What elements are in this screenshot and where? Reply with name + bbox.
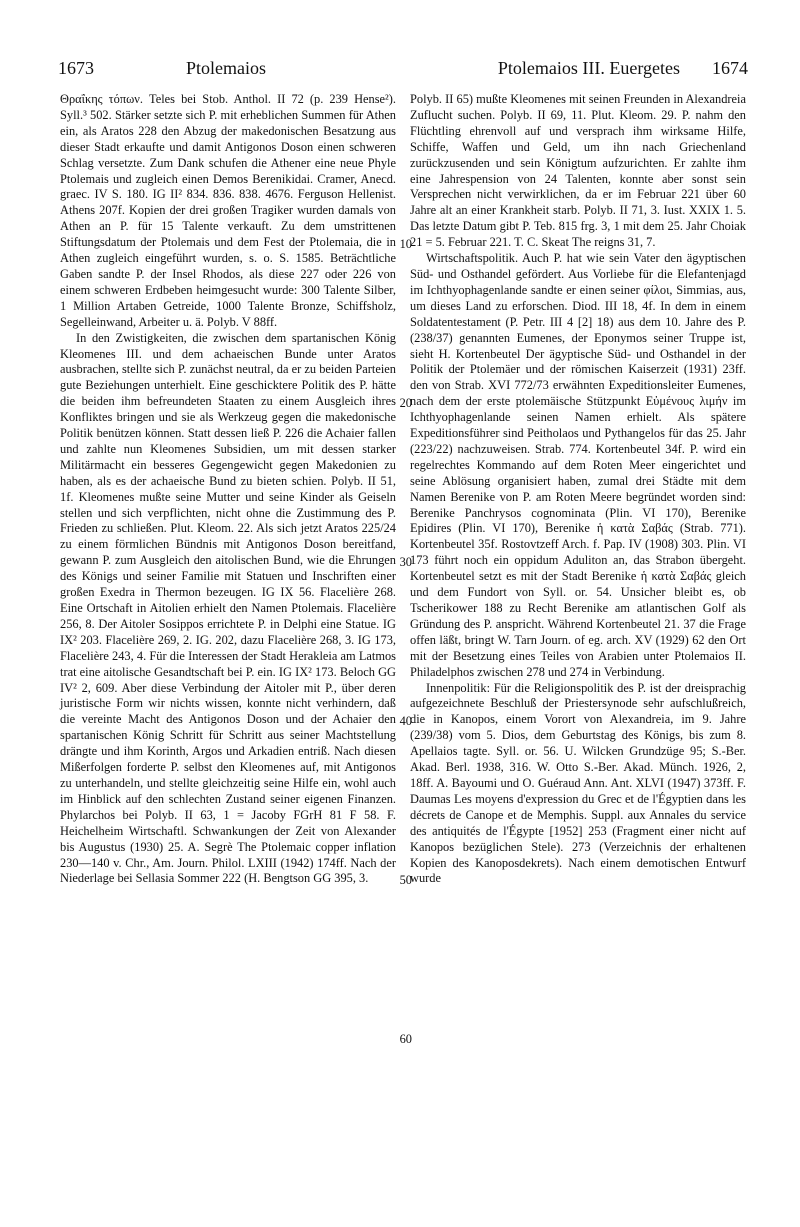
line-number-60: 60 [399,1032,412,1046]
left-column [60,92,396,887]
page-number-left: 1673 [58,58,94,78]
right-paragraph-3: Innenpolitik: Für die Religionspolitik des P. ist der dreisprachig aufgezeichnete Beschluß der Priestersynode sehr aufschlußreich, die in Kanopos, einem Vorort von Alexandreia, im 9. Jahre (239/38) vom 5. Dios, dem Geburtstag des Königs, bis zum 8. Apellaios tagte. Syll. or. 56. U. Wilcken Grundzüge 95; S.-Ber. Akad. Berl. 1938, 316. W. Otto S.-Ber. Akad. Münch. 1926, 2, 18ff. A. Bayoumi und O. Guéraud Ann. Ant. XLVI (1947) 373ff. F. Daumas Les moyens d'expression du Grec et de l'Égyptien dans les décrets de Canope et de Memphis. Suppl. aux Annales du service des antiquités de l'Égypte [1952] 253 (Fragment einer nicht auf Kanopos bezüglichen Stele). 273 (Verzeichnis der erhaltenen Kopien des Kanoposdekrets). Nach einem demotischen Entwurf wurde [410,680,746,886]
right-column [410,92,746,887]
right-paragraph-1: Polyb. II 65) mußte Kleomenes mit seinen Freunden in Alexandreia Zuflucht suchen. Polyb. II 69, 11. Plut. Kleom. 29. P. nahm den Flüchtling ehrenvoll auf und versprach ihm wirksame Hilfe, Schiffe, Waffen und Geld, um ihn nach Griechenland zurückzusenden und sein Königtum aufzurichten. Er zahlte ihm eine Jahrespension von 24 Talenten, konnte aber sonst sein Versprechen nicht verwirklichen, da er im Februar 221 über 60 Jahre alt an einer Krankheit starb. Polyb. II 71, 3. Iust. XXIX 1. 5. Das letzte Datum gibt P. Teb. 815 frg. 3, 1 mit dem 25. Jahr Choiak 21 = 5. Februar 221. T. C. Skeat The reigns 31, 7. [410,92,746,250]
left-paragraph-2: In den Zwistigkeiten, die zwischen dem spartanischen König Kleomenes III. und dem achaeischen Bunde unter Aratos ausbrachen, stellte sich P. zunächst neutral, da er zu beiden Parteien gute Beziehungen unterhielt. Eine geschicktere Politik des P. hätte die beiden ihm befreundeten Staaten zu einem Ausgleich ihres Konfliktes bringen und sie als Werkzeug gegen die makedonische Politik benützen können. Statt dessen ließ P. 226 die Achaier fallen und zahlte nun Kleomenes Subsidien, um mit dessen starker Militärmacht ein besseres Gegengewicht gegen Makedonien zu haben, als es der achaeische Bund zu bieten schien. Polyb. II 51, 1f. Kleomenes mußte seine Mutter und seine Kinder als Geiseln stellen und sich verpflichten, nicht ohne die Zustimmung des P. Frieden zu schließen. Plut. Kleom. 22. Als sich jetzt Aratos 225/24 zu einem förmlichen Bündnis mit Antigonos Doson bereitfand, gewann P. zum Ausgleich den aitolischen Bund, wie die Ehrungen des Königs und seiner Familie mit Statuen und Inschriften einer großen Exedra in Thermon bezeugen. IG IX 56. Flacelière 268. Eine Ortschaft in Aitolien erhielt den Namen Ptolemais. Flacelière 256, 8. Der Aitoler Sosippos errichtete P. in Delphi eine Statue. IG IX² 203. Flacelière 269, 2. IG. 202, dazu Flacelière 268, 3. IG 173, Flacelière 243, 4. Für die Interessen der Stadt Herakleia am Latmos trat eine aitolische Gesandtschaft bei P. ein. IG IX² 173. Beloch GG IV² 2, 609. Aber diese Verbindung der Aitoler mit P., über deren juristische Form wir nichts wissen, konnte nicht verhindern, daß die vereinte Macht des Antigonos Doson und der Achaier den spartanischen König Schritt für Schritt aus seiner Machtstellung drängte und ihm Korinth, Argos und Arkadien entriß. Nach diesen Mißerfolgen forderte P. selbst den Kleomenes auf, mit Antigonos zu unterhandeln, und stellte gleichzeitig seine Hilfe ein, wohl auch im Hinblick auf den schlechten Zustand seiner eigenen Finanzen. Phylarchos bei Polyb. II 63, 1 = Jacoby FGrH 81 F 58. F. Heichelheim Wirtschaftl. Schwankungen der Zeit von Alexander bis Augustus (1930) 25. A. Segrè The Ptolemaic copper inflation 230—140 v. Chr., Am. Journ. Philol. LXIII (1942) 174ff. Nach der Niederlage bei Sellasia Sommer 222 (H. Bengtson GG 395, 3. [60,330,396,886]
line-number-30: 30 [399,555,412,569]
line-number-20: 20 [399,396,412,410]
line-number-50: 50 [399,873,412,887]
right-paragraph-2: Wirtschaftspolitik. Auch P. hat wie sein Vater den ägyptischen Süd- und Osthandel gefördert. Aus Vorliebe für die Elefantenjagd im Ichthyophagenlande sandte er einen seiner φίλοι, Simmias, aus, um dieses Land zu erforschen. Diod. III 18, 4f. In dem in einem Soldatentestament (P. Petr. III 4 [2] 18) aus dem 10. Jahre des P. (238/37) genannten Eumenes, der Eponymos seiner Truppe ist, sieht H. Kortenbeutel Der ägyptische Süd- und Osthandel in der Politik der Ptolemäer und der römischen Kaiserzeit (1931) 23ff. den von Strab. XVI 772/73 erwähnten Expeditionsleiter Eumenes, nach dem der erste ptolemäische Stützpunkt Εὐμένους λιμήν im Ichthyophagenlande seinen Namen erhielt. Als spätere Expeditionsführer sind Peitholaos und Pythangelos für das 25. Jahr (223/22) nachzuweisen. Strab. 774. Kortenbeutel 34f. P. wird ein regelrechtes Kommando auf dem Roten Meer eingerichtet und seine Ablösung organisiert haben, zumal drei Städte mit dem Namen Berenike von P. am Roten Meere begründet worden sind: Berenike Panchrysos cognominata (Plin. VI 170), Berenike Epidires (Plin. VI 170), Berenike ἡ κατὰ Σαβάς (Strab. 771). Kortenbeutel 35f. Rostovtzeff Arch. f. Pap. IV (1908) 303. Plin. VI 173 führt noch ein oppidum Aduliton an, das Strabon übergeht. Kortenbeutel setzt es mit der Stadt Berenike ἡ κατὰ Σαβάς gleich und dem Fundort von Syll. or. 54. Unsicher bleibt es, ob Tscherikower 188 zu Recht Berenike am atlantischen Golf als Gründung des P. anspricht. Während Kortenbeutel 21. 37 die Frage offen läßt, bringt W. Tarn Journ. of eg. arch. XV (1929) 62 den Ort mit der Besetzung eines Teiles von Arabien unter Ptolemaios II. Philadelphos zwischen 278 und 274 in Verbindung. [410,251,746,679]
line-number-40: 40 [399,714,412,728]
running-title-right: Ptolemaios III. Euergetes [497,58,680,78]
running-title-left: Ptolemaios [186,58,266,78]
page-number-right: 1674 [712,58,748,78]
left-paragraph-1: Θραΐκης τόπων. Teles bei Stob. Anthol. II 72 (p. 239 Hense²). Syll.³ 502. Stärker setzte sich P. mit erheblichen Summen für Athen ein, als Aratos 228 den Abzug der makedonischen Besatzung aus dieser Stadt erkaufte und damit Antigonos Doson einen schweren Schlag versetzte. Zum Dank schufen die Athener eine neue Phyle Ptolemais und zugleich einen Demos Berenikidai. Cramer, Anecd. graec. IV S. 180. IG II² 834. 836. 838. 4676. Ferguson Hellenist. Athens 207f. Kopien der drei großen Tragiker wurden damals von Athen an P. für 15 Talente verkauft. Zu dem umstrittenen Stiftungsdatum der Ptolemais und dem Fest der Ptolemaia, die in Athen zugleich eingeführt wurden, s. o. S. 1585. Beträchtliche Gaben sandte P. der Insel Rhodos, als diese 227 oder 226 von einem schweren Erdbeben heimgesucht wurde: 300 Talente Silber, 1 Million Artaben Getreide, 1000 Talente Bronze, Schiffsholz, Segelleinwand, Arbeiter u. ä. Polyb. V 88ff. [60,92,396,329]
page-header [58,58,748,84]
line-number-10: 10 [399,237,412,251]
